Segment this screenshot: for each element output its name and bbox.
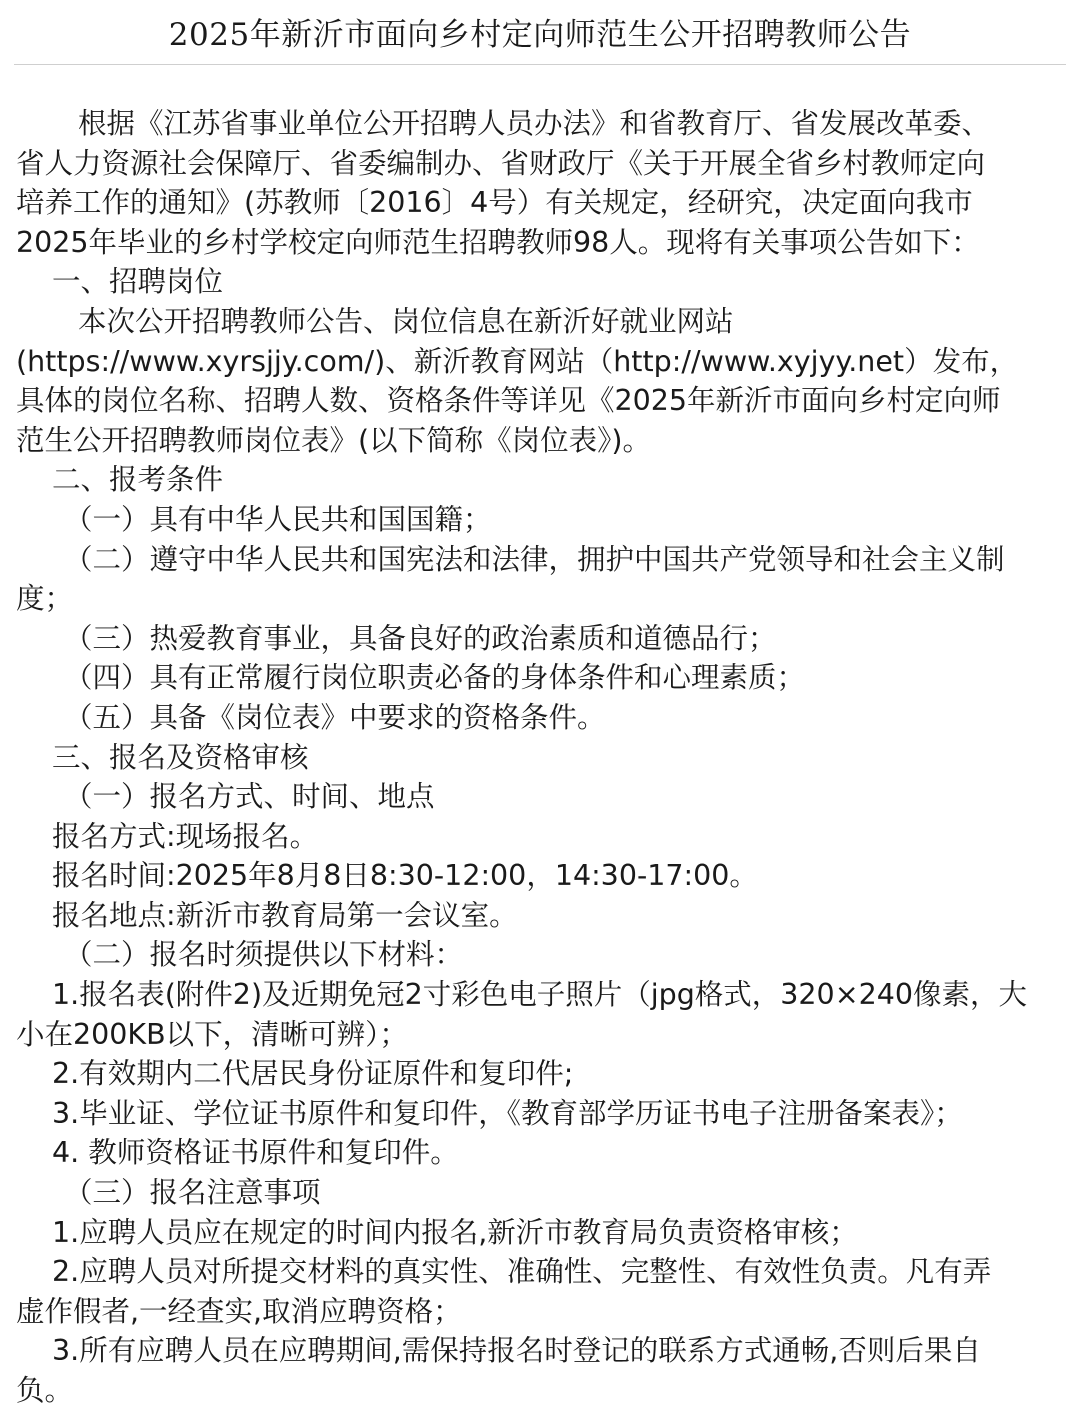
text-line: 1.报名表(附件2)及近期免冠2寸彩色电子照片（jpg格式，320×240像素，大 (52, 978, 1027, 1012)
text-line: 2025年毕业的乡村学校定向师范生招聘教师98人。现将有关事项公告如下： (16, 225, 980, 259)
text-line: （三）报名注意事项 (64, 1176, 321, 1210)
text-line: 二、报考条件 (52, 463, 224, 497)
text-line: 本次公开招聘教师公告、岗位信息在新沂好就业网站 (78, 304, 734, 338)
text-line: 培养工作的通知》(苏教师〔2016〕4号）有关规定，经研究，决定面向我市 (16, 186, 973, 220)
text-line: 1.应聘人员应在规定的时间内报名,新沂市教育局负责资格审核； (52, 1215, 858, 1249)
text-line: 根据《江苏省事业单位公开招聘人员办法》和省教育厅、省发展改革委、 (78, 107, 991, 140)
text-line: （一）具有中华人民共和国国籍； (64, 502, 492, 536)
text-line: 省人力资源社会保障厅、省委编制办、省财政厅《关于开展全省乡村教师定向 (16, 146, 986, 180)
text-line: 三、报名及资格审核 (52, 740, 309, 774)
text-line: （五）具备《岗位表》中要求的资格条件。 (64, 700, 606, 734)
text-line: 一、招聘岗位 (52, 265, 224, 299)
text-line: 报名时间:2025年8月8日8:30-12:00，14:30-17:00。 (52, 859, 758, 893)
document-body (16, 104, 1066, 1411)
text-line: （四）具有正常履行岗位职责必备的身体条件和心理素质； (64, 661, 806, 695)
text-line: 报名方式:现场报名。 (52, 819, 319, 853)
text-line: （二）遵守中华人民共和国宪法和法律，拥护中国共产党领导和社会主义制 (64, 542, 1005, 576)
text-line: 2.应聘人员对所提交材料的真实性、准确性、完整性、有效性负责。凡有弄 (52, 1255, 992, 1289)
text-line: 虚作假者,一经查实,取消应聘资格； (16, 1294, 462, 1328)
document-title: 2025年新沂市面向乡村定向师范生公开招聘教师公告 (168, 17, 912, 53)
text-line: 2.有效期内二代居民身份证原件和复印件; (52, 1057, 574, 1091)
text-line: 具体的岗位名称、招聘人数、资格条件等详见《2025年新沂市面向乡村定向师 (16, 384, 1001, 418)
text-line: 3.毕业证、学位证书原件和复印件，《教育部学历证书电子注册备案表》； (52, 1096, 963, 1130)
text-line: 4. 教师资格证书原件和复印件。 (52, 1136, 459, 1170)
text-line: 负。 (16, 1374, 74, 1407)
text-line: （三）热爱教育事业，具备良好的政治素质和道德品行； (64, 621, 777, 655)
title-divider (14, 64, 1066, 65)
text-line: （一）报名方式、时间、地点 (64, 780, 435, 814)
text-line: （二）报名时须提供以下材料： (64, 938, 464, 972)
text-line: 报名地点:新沂市教育局第一会议室。 (52, 898, 518, 932)
text-line: 小在200KB以下，清晰可辨）； (16, 1017, 408, 1051)
text-line: (https://www.xyrsjjy.com/)、新沂教育网站（http://www.xyjyy.net）发布， (16, 344, 1019, 378)
text-line: 3.所有应聘人员在应聘期间,需保持报名时登记的联系方式通畅,否则后果自 (52, 1334, 981, 1368)
text-line: 范生公开招聘教师岗位表》(以下简称《岗位表》)。 (16, 423, 651, 457)
text-line: 度； (16, 582, 74, 616)
